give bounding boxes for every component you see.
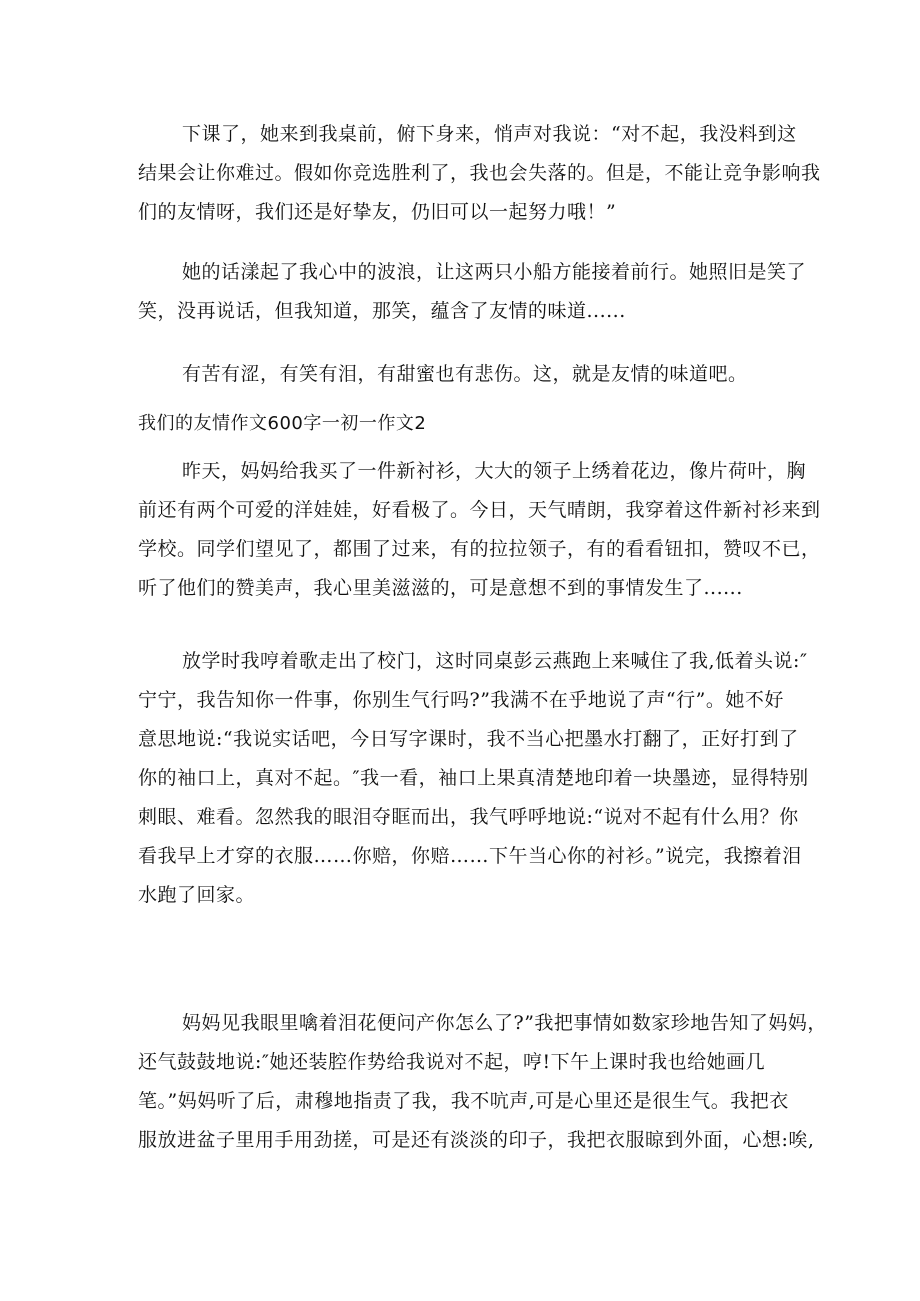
paragraph-4 xyxy=(138,452,821,608)
paragraph-line: 前还有两个可爱的洋娃娃，好看极了。今日，天气晴朗，我穿着这件新衬衫来到 xyxy=(138,499,821,521)
paragraph-line: 结果会让你难过。假如你竞选胜利了，我也会失落的。但是，不能让竞争影响我 xyxy=(138,162,821,184)
paragraph-line: 笑，没再说话，但我知道，那笑，蕴含了友情的味道...... xyxy=(138,300,626,322)
paragraph-line: 宁宁，我告知你一件事，你别生气行吗?”我满不在乎地说了声“行”。她不好 xyxy=(138,689,784,711)
paragraph-6 xyxy=(138,1004,827,1160)
heading-text: 我们的友情作文600字一初一作文2 xyxy=(138,413,427,434)
paragraph-2 xyxy=(138,253,807,331)
paragraph-line: 放学时我哼着歌走出了校门，这时同桌彭云燕跑上来喊住了我,低着头说:″ xyxy=(182,650,808,672)
paragraph-line: 你的袖口上，真对不起。″我一看，袖口上果真清楚地印着一块墨迹，显得特别 xyxy=(138,767,809,789)
paragraph-line: 们的友情呀，我们还是好挚友，仍旧可以一起努力哦！” xyxy=(138,201,617,223)
paragraph-line: 还气鼓鼓地说:″她还装腔作势给我说对不起，哼!下午上课时我也给她画几 xyxy=(138,1051,766,1073)
paragraph-line: 学校。同学们望见了，都围了过来，有的拉拉领子，有的看看钮扣，赞叹不已， xyxy=(138,538,821,560)
paragraph-line: 妈妈见我眼里噙着泪花便问产你怎么了?”我把事情如数家珍地告知了妈妈， xyxy=(182,1012,827,1034)
paragraph-line: 水跑了回家。 xyxy=(138,884,256,906)
paragraph-line: 昨天，妈妈给我买了一件新衬衫，大大的领子上绣着花边，像片荷叶，胸 xyxy=(182,460,807,482)
paragraph-line: 刺眼、难看。忽然我的眼泪夺眶而出，我气呼呼地说:“说对不起有什么用？你 xyxy=(138,806,799,828)
paragraph-line: 她的话漾起了我心中的波浪，让这两只小船方能接着前行。她照旧是笑了 xyxy=(182,261,807,283)
paragraph-line: 服放进盆子里用手用劲搓，可是还有淡淡的印子，我把衣服晾到外面，心想:唉, xyxy=(138,1129,815,1151)
paragraph-line: 听了他们的赞美声，我心里美滋滋的，可是意想不到的事情发生了...... xyxy=(138,577,743,599)
paragraph-line: 看我早上才穿的衣服……你赔，你赔……下午当心你的衬衫。”说完，我擦着泪 xyxy=(138,845,802,867)
paragraph-line: 笔。”妈妈听了后，肃穆地指责了我，我不吭声,可是心里还是很生气。我把衣 xyxy=(138,1090,789,1112)
paragraph-line: 有苦有涩，有笑有泪，有甜蜜也有悲伤。这，就是友情的味道吧。 xyxy=(182,363,748,385)
paragraph-line: 下课了，她来到我桌前，俯下身来，悄声对我说：“对不起，我没料到这 xyxy=(182,123,797,145)
paragraph-line: 意思地说:“我说实话吧，今日写字课时，我不当心把墨水打翻了，正好打到了 xyxy=(138,728,799,750)
section-heading xyxy=(138,404,798,443)
paragraph-3 xyxy=(138,355,798,394)
paragraph-1 xyxy=(138,115,821,232)
paragraph-5 xyxy=(138,642,809,915)
